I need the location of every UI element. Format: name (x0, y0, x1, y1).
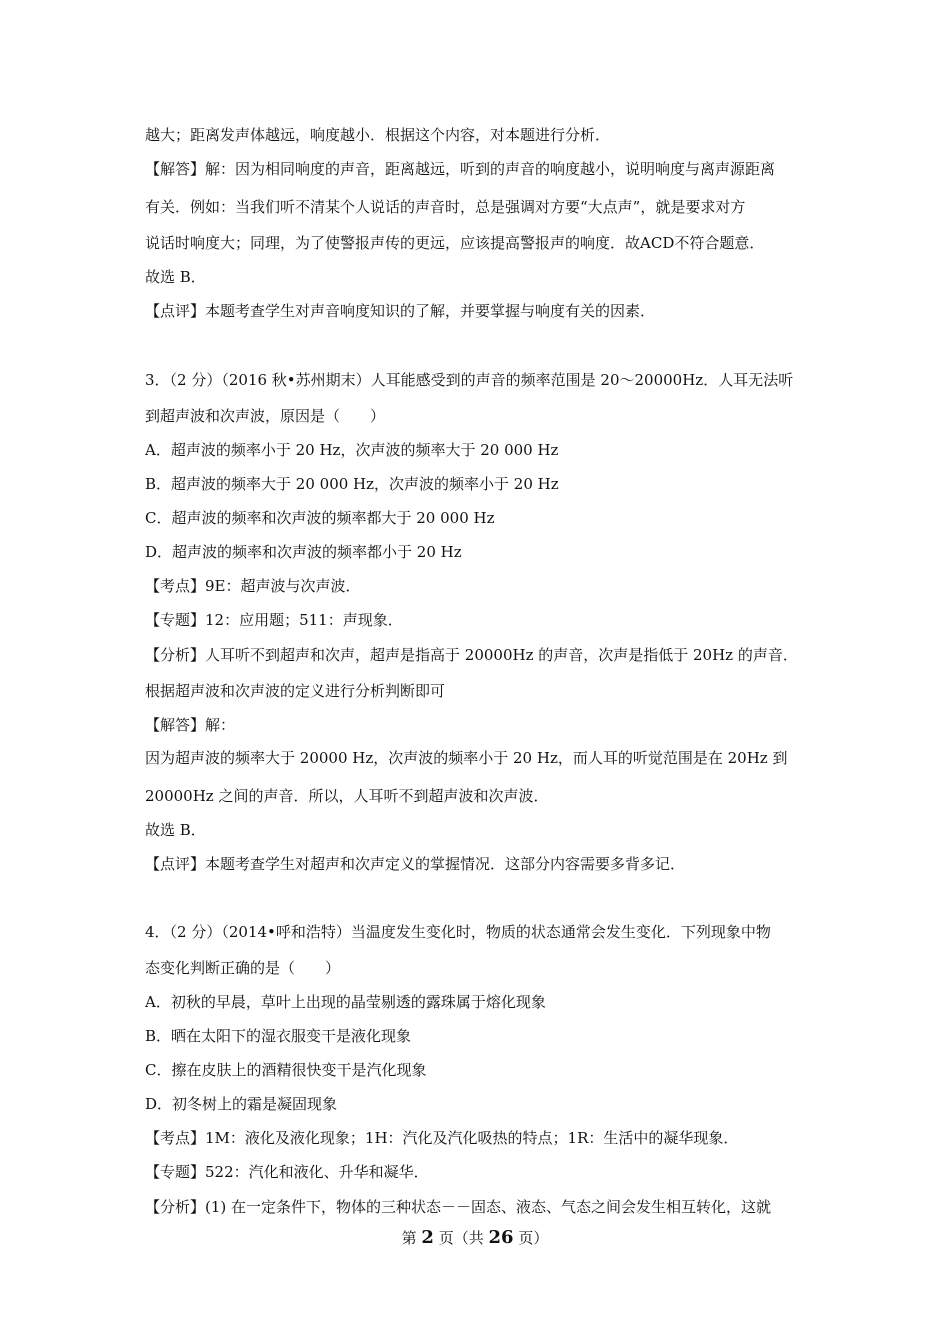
total-page-count: 26 (488, 1227, 514, 1248)
text-line: 【考点】1M：液化及液化现象；1H：汽化及汽化吸热的特点；1R：生活中的凝华现象． (145, 1129, 739, 1147)
text-line: 【点评】本题考查学生对声音响度知识的了解，并要掌握与响度有关的因素． (145, 302, 656, 320)
footer-mid: 页（共 (438, 1229, 484, 1247)
text-line: 说话时响度大；同理，为了使警报声传的更远，应该提高警报声的响度．故ACD不符合题意． (145, 234, 765, 252)
page-footer (0, 1227, 950, 1249)
text-line: 【解答】解：因为相同响度的声音，距离越远，听到的声音的响度越小，说明响度与离声源距离 (145, 160, 776, 178)
option-d: D．初冬树上的霜是凝固现象 (145, 1095, 338, 1113)
text-line: 【分析】(1) 在一定条件下，物体的三种状态－－固态、液态、气态之间会发生相互转化，这就 (145, 1198, 772, 1216)
option-d: D．超声波的频率和次声波的频率都小于 20 Hz (145, 543, 462, 561)
option-a: A．初秋的早晨，草叶上出现的晶莹剔透的露珠属于熔化现象 (145, 993, 546, 1011)
footer-prefix: 第 (401, 1229, 417, 1247)
option-c: C．擦在皮肤上的酒精很快变干是汽化现象 (145, 1061, 427, 1079)
text-line: 【专题】522：汽化和液化、升华和凝华． (145, 1163, 429, 1181)
text-line: 因为超声波的频率大于 20000 Hz，次声波的频率小于 20 Hz，而人耳的听觉范围是在 20Hz 到 (145, 749, 788, 767)
text-line: 【专题】12：应用题；511：声现象． (145, 611, 403, 629)
text-line: 20000Hz 之间的声音．所以，人耳听不到超声波和次声波． (145, 787, 549, 805)
text-line: 越大；距离发声体越远，响度越小．根据这个内容，对本题进行分析． (145, 126, 611, 144)
text-line: 【考点】9E：超声波与次声波． (145, 577, 361, 595)
option-a: A．超声波的频率小于 20 Hz，次声波的频率大于 20 000 Hz (145, 441, 559, 459)
option-b: B．晒在太阳下的湿衣服变干是液化现象 (145, 1027, 412, 1045)
text-line: 【点评】本题考查学生对超声和次声定义的掌握情况．这部分内容需要多背多记． (145, 855, 686, 873)
text-line: 【分析】人耳听不到超声和次声，超声是指高于 20000Hz 的声音，次声是指低于 20Hz 的声音． (145, 646, 798, 664)
text-line: 有关．例如：当我们听不清某个人说话的声音时，总是强调对方要“大点声”，就是要求对方 (145, 198, 746, 216)
text-line: 故选 B． (145, 821, 206, 839)
footer-suffix: 页） (518, 1229, 549, 1247)
option-c: C．超声波的频率和次声波的频率都大于 20 000 Hz (145, 509, 495, 527)
text-line: 故选 B． (145, 268, 206, 286)
current-page-number: 2 (421, 1227, 434, 1248)
question-3-stem: 3．（2 分）（2016 秋•苏州期末）人耳能感受到的声音的频率范围是 20～20000Hz．人耳无法听 (145, 371, 794, 389)
text-line: 根据超声波和次声波的定义进行分析判断即可 (145, 682, 446, 700)
text-line: 态变化判断正确的是（ ） (145, 959, 341, 977)
option-b: B．超声波的频率大于 20 000 Hz，次声波的频率小于 20 Hz (145, 475, 559, 493)
question-4-stem: 4．（2 分）（2014•呼和浩特）当温度发生变化时，物质的状态通常会发生变化．下列现象中物 (145, 923, 771, 941)
text-line: 到超声波和次声波，原因是（ ） (145, 407, 386, 425)
text-line: 【解答】解： (145, 716, 236, 734)
